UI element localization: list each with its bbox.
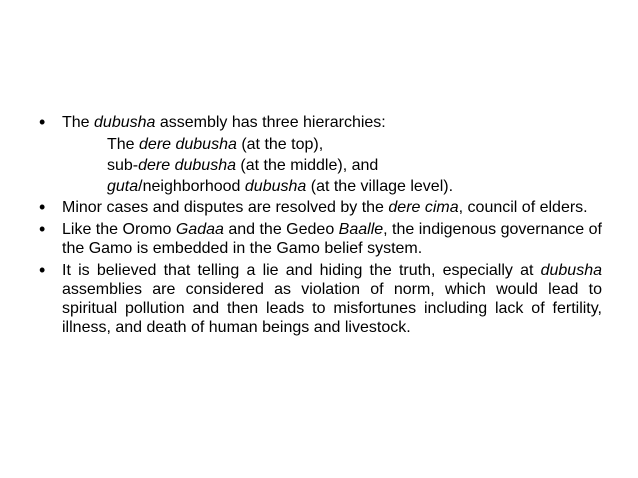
text-run-italic: dere dubusha <box>138 157 236 174</box>
text-run-italic: Gadaa <box>175 221 224 238</box>
text-run: It is believed that telling a lie and hiding the truth, especially at <box>62 262 541 279</box>
bullet-item-governance <box>40 220 602 258</box>
bullet-item-hierarchies <box>40 113 602 132</box>
text-run: The <box>62 114 95 131</box>
text-run: Minor cases and disputes are resolved by the <box>62 199 389 216</box>
text-run-italic: dubusha <box>94 114 156 131</box>
text-run: assemblies are considered as violation of norm, which would lead to spiritual pollution and then leads to misfortunes including lack of fertility, illness, and death of human beings and livestock. <box>62 281 602 336</box>
sub-item-middle <box>40 156 602 175</box>
bullet-item-minor-cases <box>40 198 602 217</box>
text-run: (at the top), <box>236 136 324 153</box>
bullet-dot-icon: • <box>39 197 46 217</box>
sub-item-village <box>40 177 602 196</box>
text-run: , council of elders. <box>458 199 588 216</box>
text-run-italic: dere cima <box>388 199 459 216</box>
text-run: Like the Oromo <box>62 221 176 238</box>
text-run-italic: Baalle <box>338 221 384 238</box>
bullet-dot-icon: • <box>39 219 46 239</box>
text-run: /neighborhood <box>138 178 245 195</box>
text-run-italic: dere dubusha <box>139 136 237 153</box>
text-run-italic: guta <box>107 178 139 195</box>
text-run: and the Gedeo <box>223 221 339 238</box>
text-run: assembly has three hierarchies: <box>155 114 386 131</box>
text-run-italic: dubusha <box>244 178 307 195</box>
slide-content <box>40 113 602 340</box>
text-run-italic: dubusha <box>540 262 602 279</box>
bullet-item-belief <box>40 261 602 337</box>
bullet-dot-icon: • <box>39 112 46 132</box>
text-run: (at the middle), and <box>235 157 379 174</box>
text-run: , the indigenous governance of the Gamo is embedded in the Gamo belief system. <box>62 221 603 257</box>
bullet-dot-icon: • <box>39 260 46 280</box>
text-run: sub- <box>107 157 139 174</box>
text-run: The <box>107 136 140 153</box>
sub-item-top <box>40 135 602 154</box>
text-run: (at the village level). <box>306 178 454 195</box>
